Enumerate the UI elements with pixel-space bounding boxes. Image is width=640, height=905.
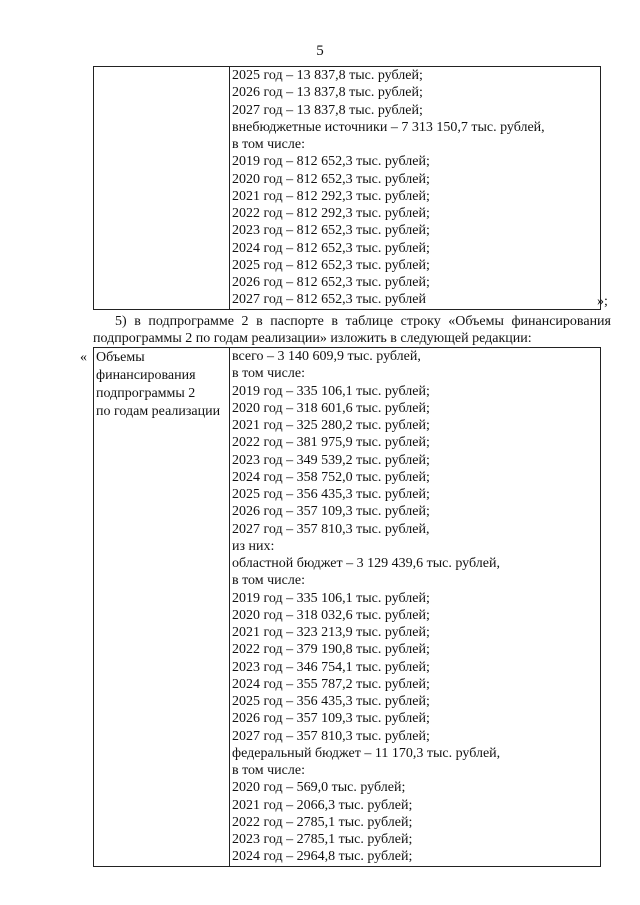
funding-line: 2019 год – 335 106,1 тыс. рублей; (232, 590, 430, 606)
funding-line: 2022 год – 379 190,8 тыс. рублей; (232, 642, 430, 658)
funding-line: 2026 год – 357 109,3 тыс. рублей; (232, 504, 430, 520)
funding-line: 2019 год – 335 106,1 тыс. рублей; (232, 383, 430, 399)
funding-lines (230, 348, 600, 866)
funding-line: 2027 год – 812 652,3 тыс. рублей (232, 292, 426, 308)
row-label (94, 348, 229, 421)
funding-line: областной бюджет – 3 129 439,6 тыс. рублей, (232, 556, 500, 571)
funding-line: 2025 год – 812 652,3 тыс. рублей; (232, 257, 430, 273)
funding-line: 2020 год – 812 652,3 тыс. рублей; (232, 171, 430, 187)
funding-line: 2021 год – 323 213,9 тыс. рублей; (232, 625, 430, 640)
funding-line: 2025 год – 356 435,3 тыс. рублей; (232, 694, 430, 709)
opening-quote-mark: « (80, 350, 87, 365)
row-label-line: Объемы (96, 350, 145, 365)
funding-line: 2024 год – 2964,8 тыс. рублей; (232, 849, 413, 865)
funding-line: 2020 год – 318 032,6 тыс. рублей; (232, 607, 430, 623)
funding-line: 2024 год – 355 787,2 тыс. рублей; (232, 676, 430, 692)
paragraph-line-1: 5) в подпрограмме 2 в паспорте в таблице строку «Объемы финансирования (115, 314, 611, 329)
funding-line: 2025 год – 356 435,3 тыс. рублей; (232, 487, 430, 502)
funding-lines (230, 67, 600, 309)
funding-line: всего – 3 140 609,9 тыс. рублей, (232, 349, 421, 364)
funding-line: 2021 год – 2066,3 тыс. рублей; (232, 797, 413, 813)
funding-line: в том числе: (232, 573, 305, 589)
funding-line: 2023 год – 346 754,1 тыс. рублей; (232, 659, 430, 675)
funding-line: 2024 год – 358 752,0 тыс. рублей; (232, 469, 430, 485)
closing-quote-mark: »; (597, 294, 608, 309)
funding-line: 2027 год – 357 810,3 тыс. рублей, (232, 521, 430, 537)
funding-line: 2023 год – 812 652,3 тыс. рублей; (232, 223, 430, 239)
funding-line: 2022 год – 2785,1 тыс. рублей; (232, 814, 413, 830)
table-row-label-cell (94, 348, 230, 867)
funding-line: 2027 год – 357 810,3 тыс. рублей; (232, 728, 430, 744)
funding-line: в том числе: (232, 137, 305, 152)
funding-line: в том числе: (232, 366, 305, 382)
funding-line: 2023 год – 2785,1 тыс. рублей; (232, 832, 413, 847)
funding-line: 2021 год – 325 280,2 тыс. рублей; (232, 418, 430, 433)
funding-line: внебюджетные источники – 7 313 150,7 тыс. рублей, (232, 119, 545, 135)
amendment-paragraph (93, 313, 611, 347)
funding-line: 2022 год – 381 975,9 тыс. рублей; (232, 435, 430, 451)
funding-line: 2026 год – 13 837,8 тыс. рублей; (232, 85, 423, 101)
funding-line: 2026 год – 812 652,3 тыс. рублей; (232, 275, 430, 290)
funding-line: 2020 год – 569,0 тыс. рублей; (232, 780, 406, 796)
funding-line: из них: (232, 538, 275, 554)
funding-line: 2024 год – 812 652,3 тыс. рублей; (232, 240, 430, 256)
table-value-cell (230, 348, 601, 867)
funding-table-subprogram-2 (93, 347, 601, 867)
funding-line: федеральный бюджет – 11 170,3 тыс. рублей, (232, 745, 501, 761)
funding-line: 2021 год – 812 292,3 тыс. рублей; (232, 188, 430, 204)
funding-line: 2022 год – 812 292,3 тыс. рублей; (232, 206, 430, 221)
funding-line: 2027 год – 13 837,8 тыс. рублей; (232, 102, 423, 118)
funding-table-continued (93, 66, 601, 310)
funding-line: в том числе: (232, 763, 305, 778)
funding-line: 2026 год – 357 109,3 тыс. рублей; (232, 711, 430, 727)
table-left-cell (94, 67, 230, 310)
row-label-line: по годам реализации (96, 404, 221, 419)
funding-line: 2025 год – 13 837,8 тыс. рублей; (232, 68, 423, 83)
paragraph-line-2: подпрограммы 2 по годам реализации» изложить в следующей редакции: (93, 331, 532, 346)
funding-line: 2023 год – 349 539,2 тыс. рублей; (232, 452, 430, 468)
funding-line: 2019 год – 812 652,3 тыс. рублей; (232, 154, 430, 170)
page-number: 5 (316, 43, 324, 59)
funding-line: 2020 год – 318 601,6 тыс. рублей; (232, 400, 430, 416)
row-label-line: подпрограммы 2 (96, 386, 196, 401)
table-right-cell (230, 67, 601, 310)
row-label-line: финансирования (96, 368, 196, 383)
